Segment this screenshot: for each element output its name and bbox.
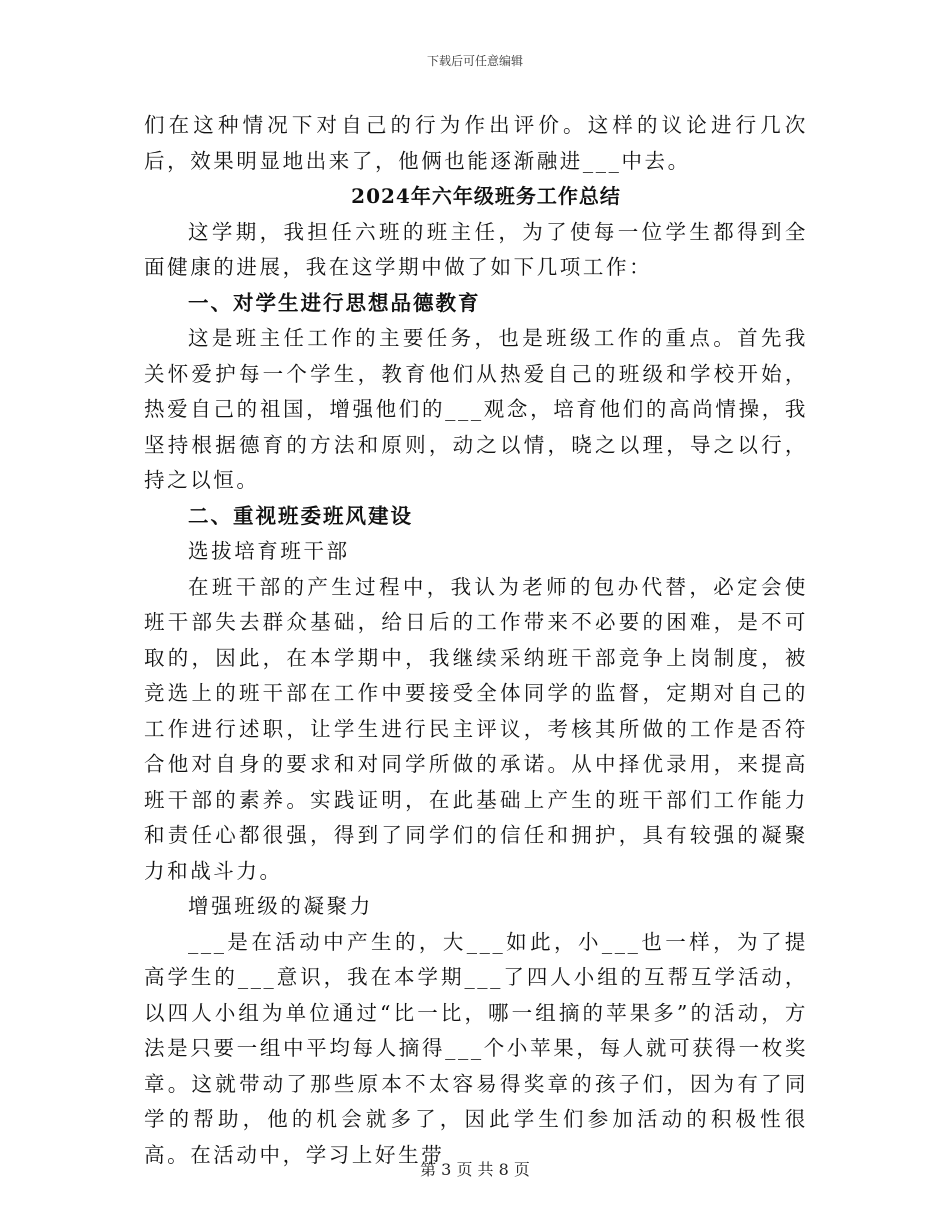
document-body [144,108,808,1173]
paragraph-opening: 这学期，我担任六班的班主任，为了使每一位学生都得到全面健康的进展，我在这学期中做了如下几项工作： [144,219,808,279]
document-title: 2024年六年级班务工作总结 [351,184,621,208]
paragraph-continuation: 们在这种情况下对自己的行为作出评价。这样的议论进行几次后，效果明显地出来了，他俩也能逐渐融进___中去。 [144,113,808,173]
page-footer: 第 3 页 共 8 页 [420,1160,530,1179]
subheading-class-cadres: 选拔培育班干部 [188,539,350,563]
paragraph-moral-education: 这是班主任工作的主要任务，也是班级工作的重点。首先我关怀爱护每一个学生，教育他们从热爱自己的班级和学校开始，热爱自己的祖国，增强他们的___观念，培育他们的高尚情操，我坚持根据德育的方法和原则，动之以情，晓之以理，导之以行，持之以恒。 [144,326,808,492]
paragraph-class-cadres: 在班干部的产生过程中，我认为老师的包办代替，必定会使班干部失去群众基础，给日后的工作带来不必要的困难，是不可取的，因此，在本学期中，我继续采纳班干部竞争上岗制度，被竞选上的班干部在工作中要接受全体同学的监督，定期对自己的工作进行述职，让学生进行民主评议，考核其所做的工作是否符合他对自身的要求和对同学所做的承诺。从中择优录用，来提高班干部的素养。实践证明，在此基础上产生的班干部们工作能力和责任心都很强，得到了同学们的信任和拥护，具有较强的凝聚力和战斗力。 [144,574,808,883]
paragraph-class-cohesion: ___是在活动中产生的，大___如此，小___也一样，为了提高学生的___意识，我在本学期___了四人小组的互帮互学活动，以四人小组为单位通过“比一比，哪一组摘的苹果多”的活动，方法是只要一组中平均每人摘得___个小苹果，每人就可获得一枚奖章。这就带动了那些原本不太容易得奖章的孩子们，因为有了同学的帮助，他的机会就多了，因此学生们参加活动的积极性很高。在活动中，学习上好生带 [144,929,808,1167]
section-heading-moral-education: 一、对学生进行思想品德教育 [188,290,481,315]
page-header: 下载后可任意编辑 [426,54,523,68]
section-heading-class-building: 二、重视班委班风建设 [188,503,413,528]
subheading-class-cohesion: 增强班级的凝聚力 [188,894,373,918]
